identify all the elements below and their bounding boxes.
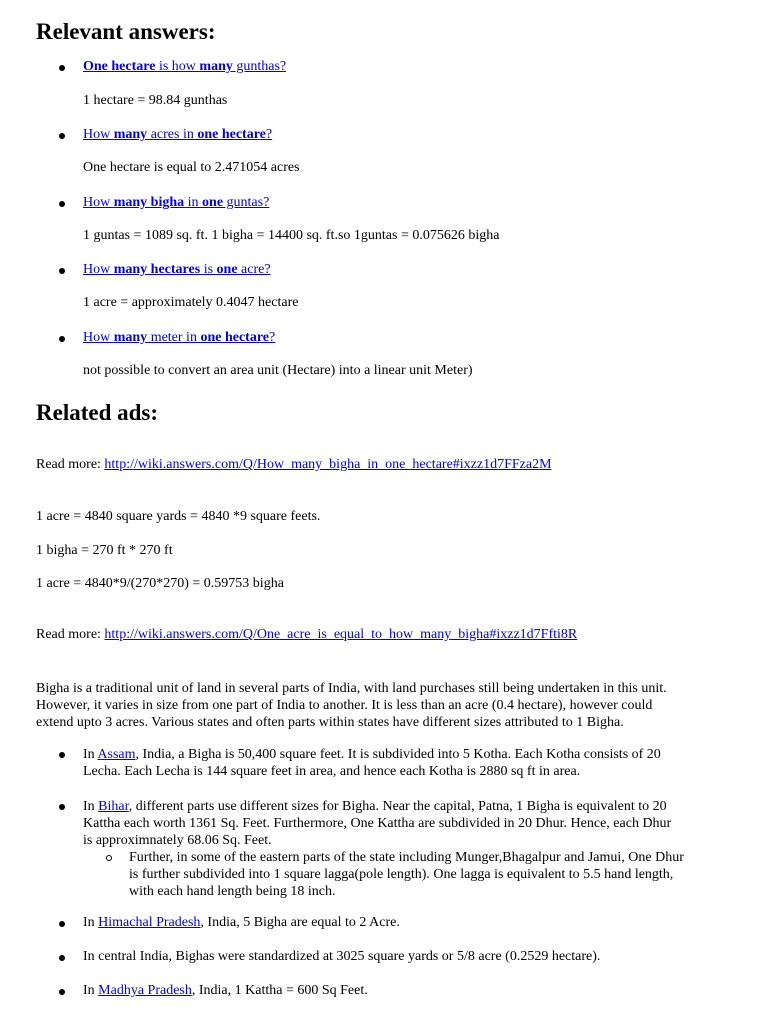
qa-question-link[interactable] <box>83 330 275 346</box>
question-text-segment[interactable]: How <box>83 330 114 345</box>
item-text: is approximnately 68.06 Sq. Feet. <box>83 833 272 848</box>
question-text-segment[interactable]: One hectare <box>83 59 156 74</box>
question-text-segment[interactable]: acre? <box>237 262 271 277</box>
qa-question-link[interactable] <box>83 195 269 211</box>
intro-paragraph <box>36 680 667 731</box>
item-text: , India, 5 Bigha are equal to 2 Acre. <box>200 915 400 930</box>
question-text-segment[interactable]: in <box>184 195 203 210</box>
intro-line: However, it varies in size from one part of India to another. It is less than an acre (0.4 hectare), however could <box>36 698 653 713</box>
question-text-segment[interactable]: How <box>83 127 114 142</box>
item-text: , different parts use different sizes for Bigha. Near the capital, Patna, 1 Bigha is equivalent to 20 <box>128 799 667 814</box>
bullet-icon <box>59 989 65 995</box>
madhya-item <box>83 983 368 999</box>
question-text-segment[interactable]: How <box>83 262 114 277</box>
qa-answer: not possible to convert an area unit (Hectare) into a linear unit Meter) <box>83 363 473 378</box>
question-text-segment[interactable]: How <box>83 195 114 210</box>
item-text: Lecha. Each Lecha is 144 square feet in area, and hence each Kotha is 2880 sq ft in area. <box>83 764 581 779</box>
bullet-icon <box>59 752 65 758</box>
bullet-icon <box>59 955 65 961</box>
qa-question-link[interactable] <box>83 59 286 75</box>
question-text-segment[interactable]: one <box>216 262 238 277</box>
calc-line: 1 acre = 4840*9/(270*270) = 0.59753 bigha <box>36 576 284 591</box>
bullet-icon <box>59 336 65 342</box>
read-more-link[interactable]: http://wiki.answers.com/Q/How_many_bigha_in_one_hectare#ixzz1d7FFza2M <box>104 457 552 472</box>
read-more-label: Read more: <box>36 457 105 472</box>
bihar-subitem <box>129 849 684 900</box>
question-text-segment[interactable]: ? <box>269 330 276 345</box>
sub-bullet-icon <box>106 855 112 861</box>
read-more-link[interactable]: http://wiki.answers.com/Q/One_acre_is_equal_to_how_many_bigha#ixzz1d7Ffti8R <box>104 627 578 642</box>
item-prefix: In <box>83 915 99 930</box>
bullet-icon <box>59 804 65 810</box>
question-text-segment[interactable]: one <box>202 195 224 210</box>
item-text: with each hand length being 18 inch. <box>129 884 336 899</box>
question-text-segment[interactable]: many <box>113 127 148 142</box>
qa-answer: 1 acre = approximately 0.4047 hectare <box>83 295 299 310</box>
central-item: In central India, Bighas were standardized at 3025 square yards or 5/8 acre (0.2529 hectare). <box>83 949 601 964</box>
bullet-icon <box>59 133 65 139</box>
question-text-segment[interactable]: is <box>200 262 217 277</box>
question-text-segment[interactable]: meter in <box>147 330 201 345</box>
qa-answer: 1 guntas = 1089 sq. ft. 1 bigha = 14400 sq. ft.so 1guntas = 0.075626 bigha <box>83 228 500 243</box>
intro-line: extend upto 3 acres. Various states and often parts within states have different sizes attributed to 1 Bigha. <box>36 715 624 730</box>
relevant-answers-heading: Relevant answers: <box>36 19 216 44</box>
bullet-icon <box>59 201 65 207</box>
question-text-segment[interactable]: is how <box>155 59 200 74</box>
read-more-line <box>36 627 577 643</box>
read-more-line <box>36 457 552 473</box>
item-text: , India, 1 Kattha = 600 Sq Feet. <box>191 983 368 998</box>
item-text: Further, in some of the eastern parts of the state including Munger,Bhagalpur and Jamui, One Dhur <box>129 850 684 865</box>
bullet-icon <box>59 65 65 71</box>
question-text-segment[interactable]: many <box>113 330 148 345</box>
question-text-segment[interactable]: acres in <box>147 127 198 142</box>
question-text-segment[interactable]: many <box>199 59 233 74</box>
assam-item <box>83 746 661 780</box>
bihar-item <box>83 798 671 849</box>
question-text-segment[interactable]: gunthas? <box>232 59 287 74</box>
bullet-icon <box>59 921 65 927</box>
item-text: , India, a Bigha is 50,400 square feet. It is subdivided into 5 Kotha. Each Kotha consists of 20 <box>135 747 661 762</box>
question-text-segment[interactable]: guntas? <box>223 195 270 210</box>
item-text: is further subdivided into 1 square lagga(pole length). One lagga is equivalent to 5.5 hand length, <box>129 867 674 882</box>
bihar-link[interactable]: Bihar <box>98 799 129 814</box>
related-ads-heading: Related ads: <box>36 400 159 425</box>
item-text: Kattha each worth 1361 Sq. Feet. Furthermore, One Kattha are subdivided in 20 Dhur. Hence, each Dhur <box>83 816 672 831</box>
himachal-link[interactable]: Himachal Pradesh <box>98 915 201 930</box>
qa-question-link[interactable] <box>83 127 272 143</box>
question-text-segment[interactable]: many bigha <box>113 195 185 210</box>
item-prefix: In <box>83 747 98 762</box>
calc-line: 1 acre = 4840 square yards = 4840 *9 square feets. <box>36 509 321 524</box>
himachal-item <box>83 915 400 931</box>
qa-answer: 1 hectare = 98.84 gunthas <box>83 93 228 108</box>
question-text-segment[interactable]: many hectares <box>113 262 201 277</box>
question-text-segment[interactable]: one hectare <box>197 127 266 142</box>
madhya-link[interactable]: Madhya Pradesh <box>98 983 192 998</box>
read-more-label: Read more: <box>36 627 105 642</box>
item-prefix: In <box>83 983 99 998</box>
bullet-icon <box>59 268 65 274</box>
assam-link[interactable]: Assam <box>97 747 136 762</box>
qa-answer: One hectare is equal to 2.471054 acres <box>83 160 300 175</box>
intro-line: Bigha is a traditional unit of land in several parts of India, with land purchases still being undertaken in this unit. <box>36 681 667 696</box>
calc-line: 1 bigha = 270 ft * 270 ft <box>36 543 173 558</box>
question-text-segment[interactable]: one hectare <box>200 330 270 345</box>
item-prefix: In <box>83 799 99 814</box>
question-text-segment[interactable]: ? <box>265 127 273 142</box>
qa-question-link[interactable] <box>83 262 271 278</box>
